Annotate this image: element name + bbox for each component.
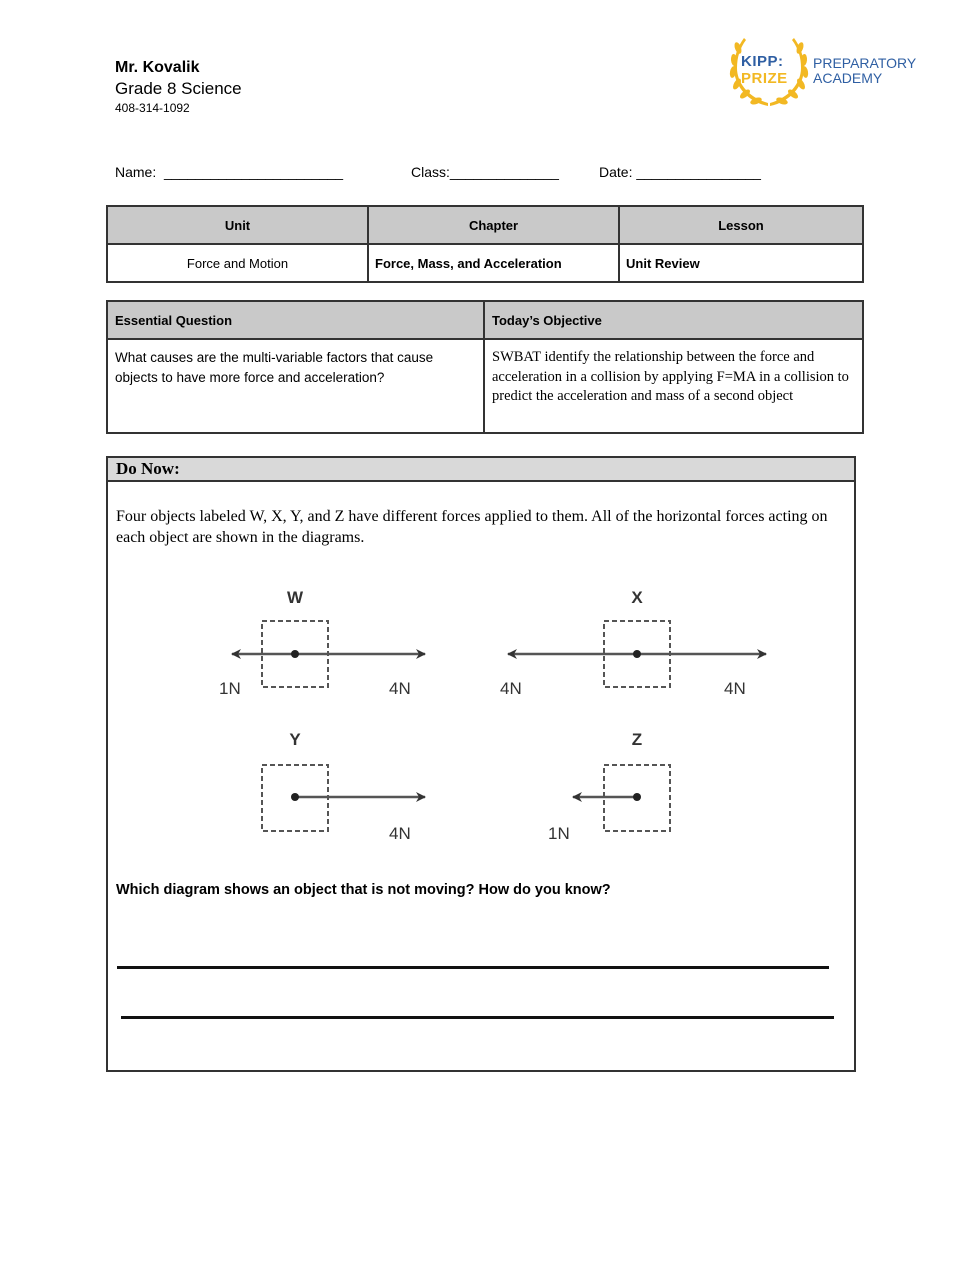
- objective-text: SWBAT identify the relationship between the force and acceleration in a collision by applying F=MA in a collision to predict the acceleration and mass of a second object: [492, 349, 849, 404]
- answer-line-2[interactable]: [121, 1016, 834, 1019]
- diagram-z: [548, 730, 670, 843]
- lesson-info-table: [106, 205, 864, 283]
- teacher-header: [115, 58, 242, 116]
- logo-line-2: ACADEMY: [813, 70, 883, 86]
- diagram-y-center-dot: [291, 793, 299, 801]
- essential-question-header: Essential Question: [107, 301, 484, 339]
- diagram-x-label: X: [631, 588, 643, 607]
- name-field[interactable]: [115, 164, 343, 180]
- diagram-y-label: Y: [289, 730, 301, 749]
- answer-line-1[interactable]: [117, 966, 829, 969]
- class-field[interactable]: [411, 164, 559, 180]
- force-diagrams: [108, 458, 854, 1070]
- do-now-title: Do Now:: [108, 458, 854, 482]
- diagram-w-label: W: [286, 588, 304, 607]
- lesson-value: Unit Review: [619, 244, 863, 282]
- do-now-prompt: Four objects labeled W, X, Y, and Z have different forces applied to them. All of the horizontal forces acting on each object are shown in the diagrams.: [116, 508, 828, 546]
- diagram-x-center-dot: [633, 650, 641, 658]
- diagram-x: [500, 588, 766, 698]
- unit-header: Unit: [107, 206, 368, 244]
- objective-header: Today’s Objective: [484, 301, 863, 339]
- name-label: Name:: [115, 164, 157, 180]
- date-field[interactable]: [599, 164, 761, 180]
- unit-value: Force and Motion: [107, 244, 368, 282]
- diagram-z-label: Z: [631, 730, 643, 749]
- date-blank[interactable]: ________________: [636, 164, 761, 180]
- logo-prize: PRIZE: [741, 70, 788, 87]
- class-label: Class:: [411, 164, 450, 180]
- diagram-w-right-force: 4N: [389, 679, 411, 698]
- date-label: Date:: [599, 164, 633, 180]
- name-blank[interactable]: _______________________: [164, 164, 344, 180]
- phone-number: 408-314-1092: [115, 101, 190, 115]
- diagram-y-right-force: 4N: [389, 824, 411, 843]
- do-now-question: Which diagram shows an object that is not moving? How do you know?: [116, 882, 611, 898]
- logo-line-1: PREPARATORY: [813, 55, 917, 71]
- diagram-y: [262, 730, 425, 843]
- lesson-header: Lesson: [619, 206, 863, 244]
- teacher-name: Mr. Kovalik: [115, 59, 200, 76]
- essential-question-text: What causes are the multi-variable factors that cause objects to have more force and acceleration?: [115, 350, 434, 385]
- diagram-x-left-force: 4N: [500, 679, 522, 698]
- do-now-section: [106, 456, 856, 1072]
- chapter-value: Force, Mass, and Acceleration: [368, 244, 619, 282]
- logo-kipp: KIPP:: [741, 53, 784, 70]
- school-logo: [728, 34, 918, 110]
- diagram-x-right-force: 4N: [724, 679, 746, 698]
- objective-table: [106, 300, 864, 434]
- diagram-w: [219, 588, 425, 698]
- diagram-w-center-dot: [291, 650, 299, 658]
- diagram-w-left-force: 1N: [219, 679, 241, 698]
- diagram-z-left-force: 1N: [548, 824, 570, 843]
- course-name: Grade 8 Science: [115, 79, 242, 98]
- class-blank[interactable]: ______________: [449, 164, 559, 180]
- diagram-z-center-dot: [633, 793, 641, 801]
- chapter-header: Chapter: [368, 206, 619, 244]
- logo-academy-name: [813, 56, 916, 86]
